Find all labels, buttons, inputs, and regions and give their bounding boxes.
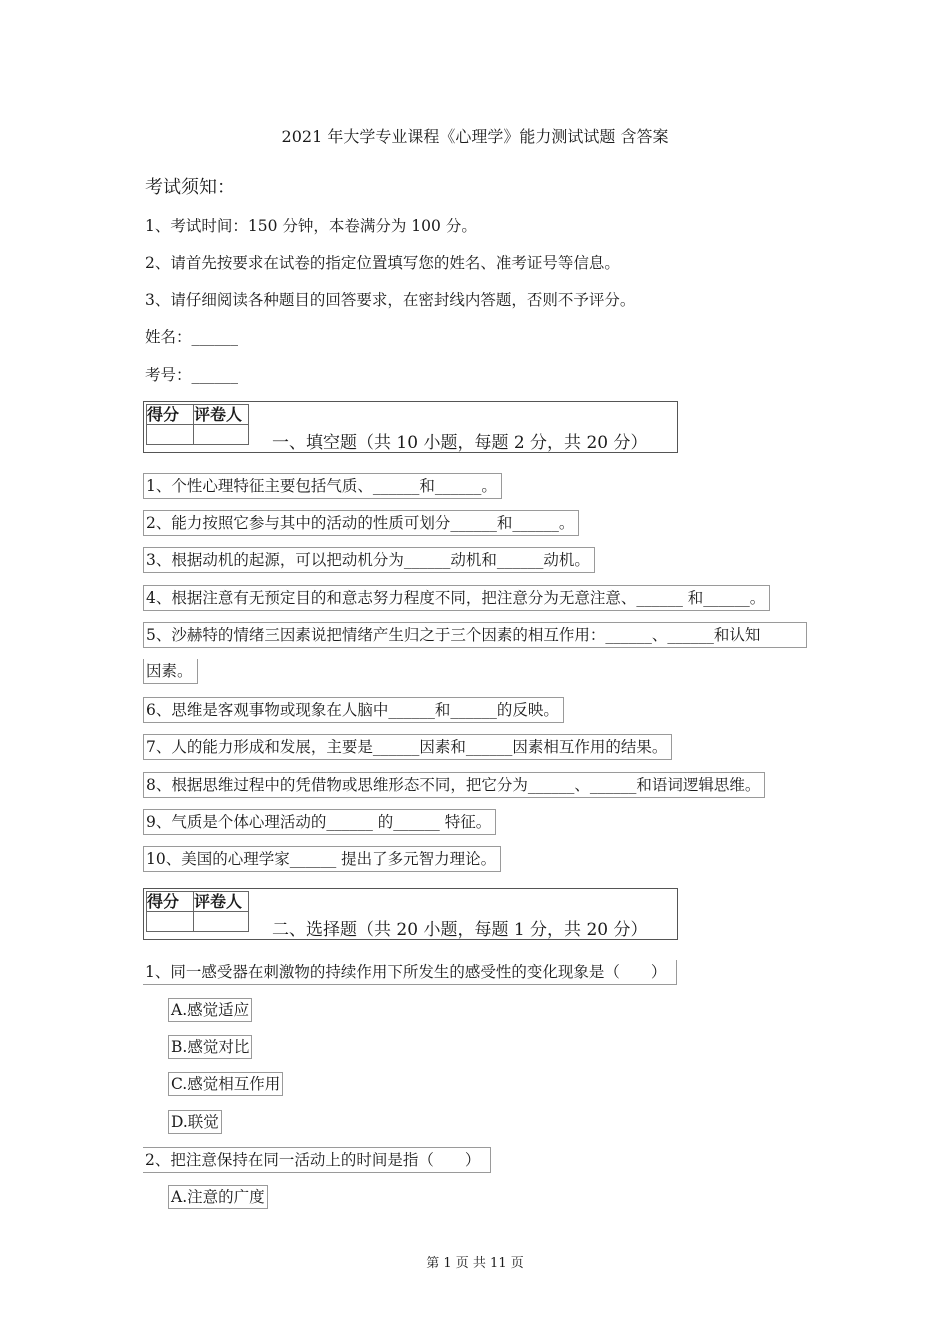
notice-item: 1、考试时间：150 分钟，本卷满分为 100 分。 <box>145 217 477 235</box>
fill-question: 9、气质是个体心理活动的______ 的______ 特征。 <box>143 809 496 835</box>
choice-option-d[interactable]: D.联觉 <box>168 1110 222 1134</box>
score-cell[interactable] <box>147 912 194 932</box>
choice-question: 1、同一感受器在刺激物的持续作用下所发生的感受性的变化现象是（ ） <box>143 960 677 985</box>
section2-header-box <box>143 888 678 940</box>
choice-question: 2、把注意保持在同一活动上的时间是指（ ） <box>143 1147 491 1173</box>
section2-title: 二、选择题（共 20 小题，每题 1 分，共 20 分） <box>272 920 648 940</box>
fill-question-continued: 因素。 <box>143 659 198 684</box>
choice-option-a[interactable]: A.注意的广度 <box>168 1185 268 1209</box>
fill-question: 8、根据思维过程中的凭借物或思维形态不同，把它分为______、______和语词逻辑思维。 <box>143 772 765 798</box>
fill-question: 6、思维是客观事物或现象在人脑中______和______的反映。 <box>143 697 564 723</box>
choice-option-a[interactable]: A.感觉适应 <box>168 998 252 1022</box>
score-table <box>146 404 249 445</box>
grader-label: 评卷人 <box>194 892 249 912</box>
grader-label: 评卷人 <box>194 405 249 425</box>
section1-header-box <box>143 401 678 453</box>
score-label: 得分 <box>147 405 194 425</box>
fill-question: 10、美国的心理学家______ 提出了多元智力理论。 <box>143 846 501 872</box>
section1-title: 一、填空题（共 10 小题，每题 2 分，共 20 分） <box>272 433 648 453</box>
fill-question: 4、根据注意有无预定目的和意志努力程度不同，把注意分为无意注意、______ 和______。 <box>143 585 770 611</box>
score-label: 得分 <box>147 892 194 912</box>
exam-id-field[interactable]: 考号：______ <box>145 366 239 384</box>
fill-question: 2、能力按照它参与其中的活动的性质可划分______和______。 <box>143 510 579 536</box>
fill-question: 7、人的能力形成和发展，主要是______因素和______因素相互作用的结果。 <box>143 734 672 760</box>
name-field[interactable]: 姓名：______ <box>145 328 239 346</box>
grader-cell[interactable] <box>194 425 249 445</box>
fill-question: 3、根据动机的起源，可以把动机分为______动机和______动机。 <box>143 547 595 573</box>
choice-option-b[interactable]: B.感觉对比 <box>168 1035 252 1059</box>
page-title: 2021 年大学专业课程《心理学》能力测试试题 含答案 <box>281 127 669 146</box>
notice-heading: 考试须知： <box>145 177 235 198</box>
score-cell[interactable] <box>147 425 194 445</box>
page-number: 第 1 页 共 11 页 <box>426 1256 524 1271</box>
grader-cell[interactable] <box>194 912 249 932</box>
notice-item: 2、请首先按要求在试卷的指定位置填写您的姓名、准考证号等信息。 <box>145 254 620 272</box>
score-table <box>146 891 249 932</box>
fill-question: 5、沙赫特的情绪三因素说把情绪产生归之于三个因素的相互作用：______、______和认知 <box>143 622 807 648</box>
choice-option-c[interactable]: C.感觉相互作用 <box>168 1072 283 1096</box>
fill-question: 1、个性心理特征主要包括气质、______和______。 <box>143 473 502 499</box>
notice-item: 3、请仔细阅读各种题目的回答要求，在密封线内答题，否则不予评分。 <box>145 291 636 309</box>
